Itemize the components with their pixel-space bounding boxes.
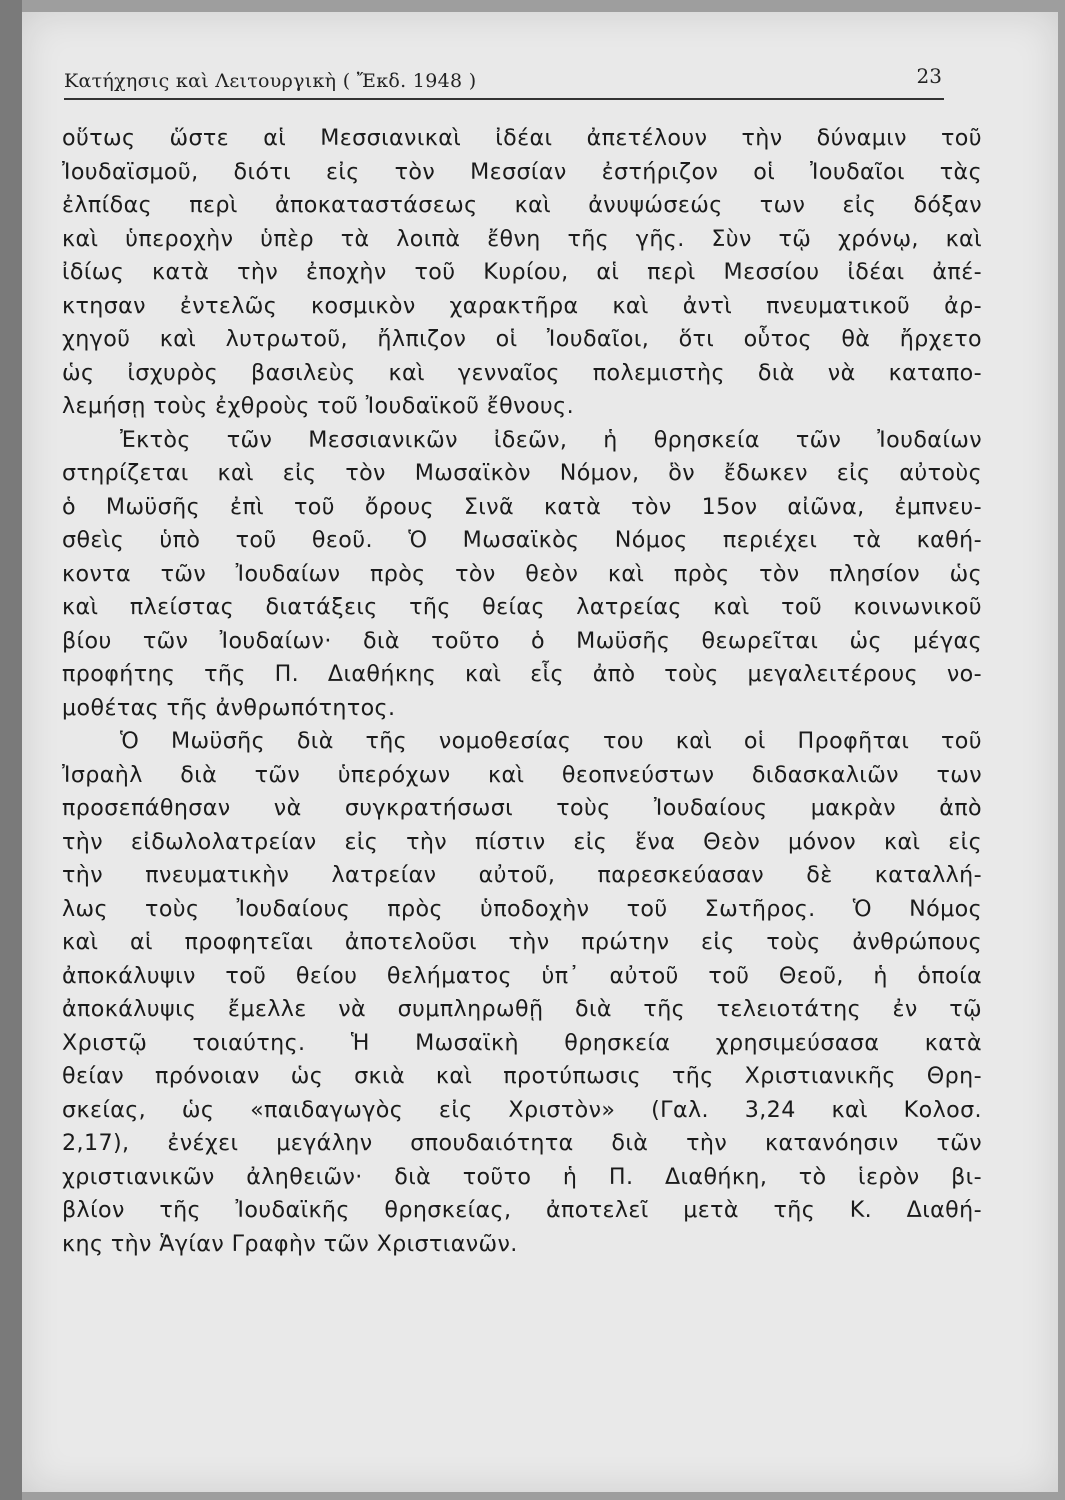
text-line: καὶ ὑπεροχὴν ὑπὲρ τὰ λοιπὰ ἔθνη τῆς γῆς. Σὺν τῷ χρόνῳ, καὶ bbox=[62, 225, 982, 252]
text-line: σθεὶς ὑπὸ τοῦ θεοῦ. Ὁ Μωσαϊκὸς Νόμος περιέχει τὰ καθή- bbox=[62, 527, 982, 553]
text-line: ὡς ἰσχυρὸς βασιλεὺς καὶ γενναῖος πολεμιστὴς διὰ νὰ καταπο- bbox=[62, 359, 982, 386]
paragraph-2 bbox=[62, 424, 982, 726]
text-line: Ὁ Μωϋσῆς διὰ τῆς νομοθεσίας του καὶ οἱ Προφῆται τοῦ bbox=[120, 728, 982, 754]
text-line: καὶ αἱ προφητεῖαι ἀποτελοῦσι τὴν πρώτην εἰς τοὺς ἀνθρώπους bbox=[62, 929, 982, 955]
text-line: μοθέτας τῆς ἀνθρωπότητος. bbox=[62, 694, 396, 721]
text-line: θείαν πρόνοιαν ὡς σκιὰ καὶ προτύπωσις τῆς Χριστιανικῆς Θρη- bbox=[62, 1063, 982, 1089]
text-line: Ἰουδαϊσμοῦ, διότι εἰς τὸν Μεσσίαν ἐστήριζον οἱ Ἰουδαῖοι τὰς bbox=[62, 158, 982, 185]
text-line: ἰδίως κατὰ τὴν ἐποχὴν τοῦ Κυρίου, αἱ περὶ Μεσσίου ἰδέαι ἀπέ- bbox=[62, 259, 982, 285]
text-line: κοντα τῶν Ἰουδαίων πρὸς τὸν θεὸν καὶ πρὸς τὸν πλησίον ὡς bbox=[62, 560, 982, 587]
text-line: τὴν εἰδωλολατρείαν εἰς τὴν πίστιν εἰς ἕνα Θεὸν μόνον καὶ εἰς bbox=[62, 828, 982, 855]
text-line: Ἐκτὸς τῶν Μεσσιανικῶν ἰδεῶν, ἡ θρησκεία τῶν Ἰουδαίων bbox=[120, 426, 982, 453]
text-line: προφήτης τῆς Π. Διαθήκης καὶ εἷς ἀπὸ τοὺς μεγαλειτέρους νο- bbox=[62, 661, 982, 687]
running-title: Κατήχησις καὶ Λειτουργικὴ ( Ἔκδ. 1948 ) bbox=[64, 70, 477, 92]
text-line: ὁ Μωϋσῆς ἐπὶ τοῦ ὄρους Σινᾶ κατὰ τὸν 15ον αἰῶνα, ἐμπνευ- bbox=[62, 493, 982, 520]
page-edge-shadow bbox=[0, 0, 22, 1500]
text-line: προσεπάθησαν νὰ συγκρατήσωσι τοὺς Ἰουδαίους μακρὰν ἀπὸ bbox=[62, 795, 982, 821]
running-header bbox=[64, 64, 944, 100]
text-line: 2,17), ἐνέχει μεγάλην σπουδαιότητα διὰ τὴν κατανόησιν τῶν bbox=[62, 1130, 982, 1156]
page-number: 23 bbox=[916, 64, 942, 88]
text-line: Ἰσραὴλ διὰ τῶν ὑπερόχων καὶ θεοπνεύστων διδασκαλιῶν των bbox=[62, 761, 982, 788]
body-text bbox=[62, 122, 982, 1261]
text-line: καὶ πλείστας διατάξεις τῆς θείας λατρείας καὶ τοῦ κοινωνικοῦ bbox=[62, 594, 982, 620]
paragraph-3 bbox=[62, 725, 982, 1261]
text-line: σκείας, ὡς «παιδαγωγὸς εἰς Χριστὸν» (Γαλ. 3,24 καὶ Κολοσ. bbox=[62, 1096, 982, 1123]
text-line: ἐλπίδας περὶ ἀποκαταστάσεως καὶ ἀνυψώσεώς των εἰς δόξαν bbox=[62, 192, 982, 218]
text-line: Χριστῷ τοιαύτης. Ἡ Μωσαϊκὴ θρησκεία χρησιμεύσασα κατὰ bbox=[62, 1029, 982, 1056]
text-line: βίου τῶν Ἰουδαίων· διὰ τοῦτο ὁ Μωϋσῆς θεωρεῖται ὡς μέγας bbox=[62, 627, 982, 654]
text-line: ἀποκάλυψις ἔμελλε νὰ συμπληρωθῇ διὰ τῆς τελειοτάτης ἐν τῷ bbox=[62, 996, 982, 1022]
text-line: ἀποκάλυψιν τοῦ θείου θελήματος ὑπ᾿ αὐτοῦ τοῦ Θεοῦ, ἡ ὁποία bbox=[62, 962, 982, 989]
text-line: λεμήσῃ τοὺς ἐχθροὺς τοῦ Ἰουδαϊκοῦ ἔθνους. bbox=[62, 393, 575, 419]
text-line: χηγοῦ καὶ λυτρωτοῦ, ἤλπιζον οἱ Ἰουδαῖοι, ὅτι οὗτος θὰ ἤρχετο bbox=[62, 326, 982, 352]
text-line: κης τὴν Ἁγίαν Γραφὴν τῶν Χριστιανῶν. bbox=[62, 1230, 518, 1257]
text-line: κτησαν ἐντελῶς κοσμικὸν χαρακτῆρα καὶ ἀντὶ πνευματικοῦ ἀρ- bbox=[62, 292, 982, 319]
text-line: χριστιανικῶν ἀληθειῶν· διὰ τοῦτο ἡ Π. Διαθήκη, τὸ ἱερὸν βι- bbox=[62, 1163, 982, 1190]
text-line: τὴν πνευματικὴν λατρείαν αὐτοῦ, παρεσκεύασαν δὲ καταλλή- bbox=[62, 862, 982, 888]
text-line: βλίον τῆς Ἰουδαϊκῆς θρησκείας, ἀποτελεῖ μετὰ τῆς Κ. Διαθή- bbox=[62, 1197, 982, 1223]
text-line: λως τοὺς Ἰουδαίους πρὸς ὑποδοχὴν τοῦ Σωτῆρος. Ὁ Νόμος bbox=[62, 895, 982, 922]
paragraph-1 bbox=[62, 122, 982, 424]
text-line: οὕτως ὥστε αἱ Μεσσιανικαὶ ἰδέαι ἀπετέλουν τὴν δύναμιν τοῦ bbox=[62, 125, 982, 151]
text-line: στηρίζεται καὶ εἰς τὸν Μωσαϊκὸν Νόμον, ὃν ἔδωκεν εἰς αὐτοὺς bbox=[62, 460, 982, 486]
